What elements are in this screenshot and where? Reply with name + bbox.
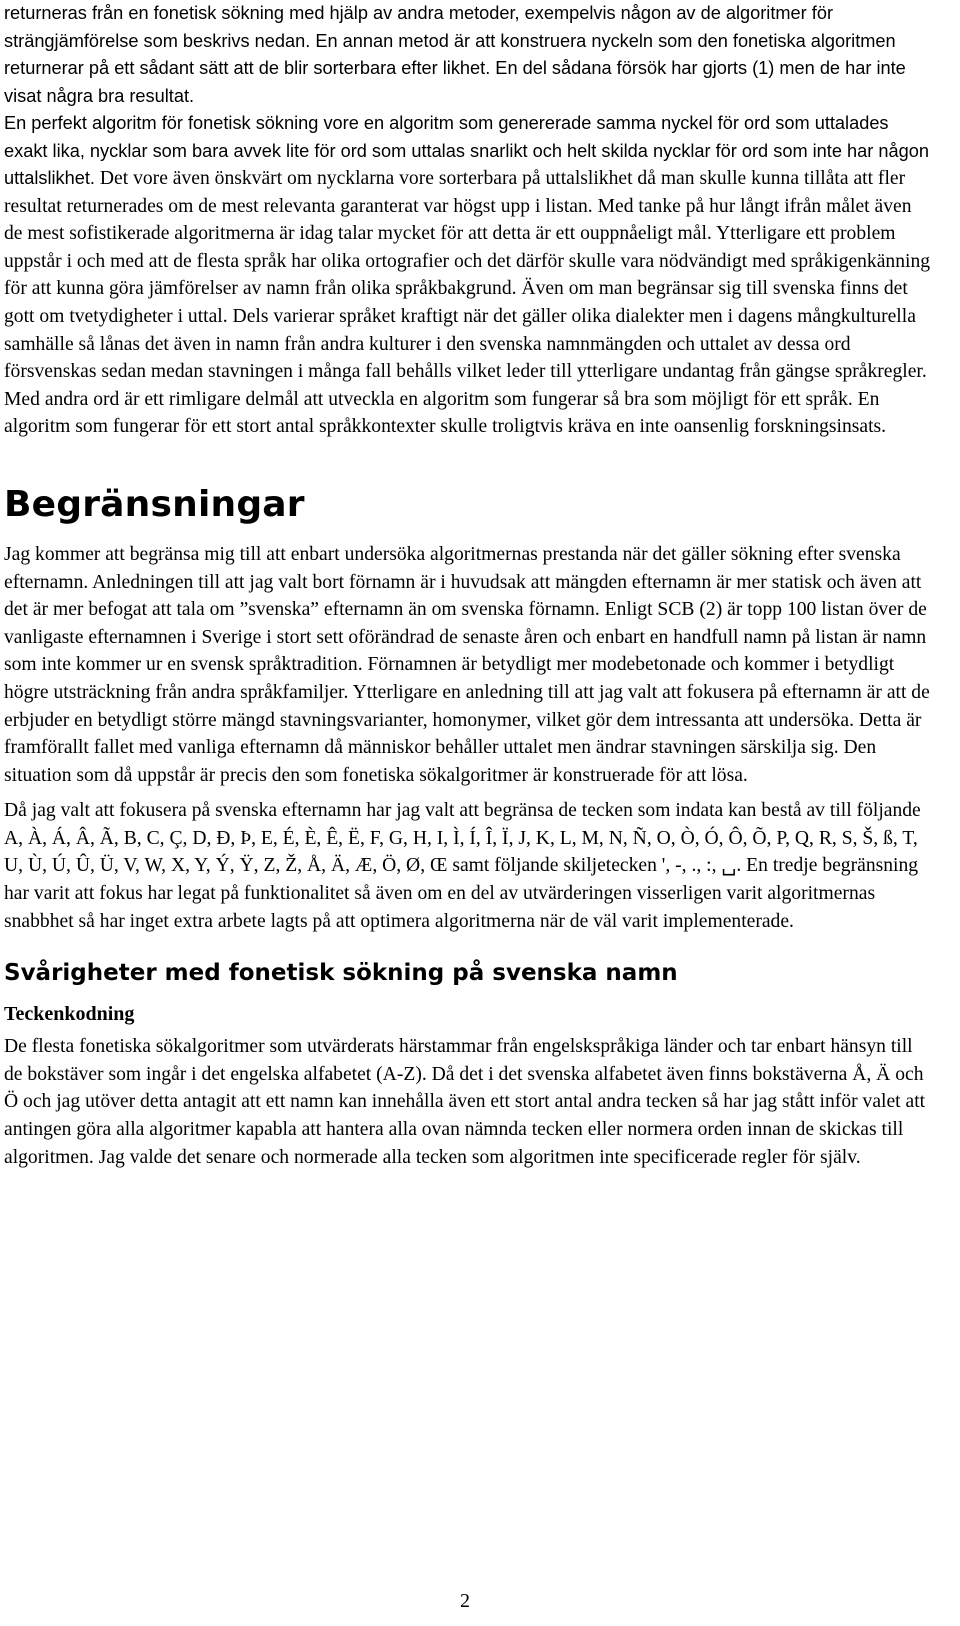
document-page	[4, 0, 934, 1171]
section-heading-difficulties: Svårigheter med fonetisk sökning på svenska namn	[4, 960, 678, 987]
encoding-paragraph-1: De flesta fonetiska sökalgoritmer som utvärderats härstammar från engelskspråkiga länder och tar enbart hänsyn till de bokstäver som ingår i det engelska alfabetet (A-Z). Då det i det svenska alfabetet även finns bokstäverna Å, Ä och Ö och jag utöver detta antagit att ett namn kan innehålla även ett stort antal andra tecken så har jag stått inför valet att antingen göra alla algoritmer kapabla att hantera alla ovan nämnda tecken eller normera orden innan de skickas till algoritmen. Jag valde det senare och normerade alla tecken som algoritmen inte specificerade regler för själv.	[4, 1036, 926, 1168]
limitations-paragraph-2: Då jag valt att fokusera på svenska efternamn har jag valt att begränsa de tecken som indata kan bestå av till följande A, À, Á, Â, Ã, B, C, Ç, D, Đ, Þ, E, É, È, Ê, Ë, F, G, H, I, Ì, Í, Î, Ï, J, K, L, M, N, Ñ, O, Ò, Ó, Ô, Õ, P, Q, R, S, Š, ß, T, U, Ù, Ú, Û, Ü, V, W, X, Y, Ý, Ÿ, Z, Ž, Å, Ä, Æ, Ö, Ø, Œ samt följande skiljetecken ', -, ., :, ␣. En tredje begränsning har varit att fokus har legat på funktionalitet så även om en del av utvärderingen visserligen varit algoritmernas snabbhet så har inget extra arbete lagts på att optimera algoritmerna när de väl varit implementerade.	[4, 800, 921, 932]
subheading-character-encoding: Teckenkodning	[4, 1003, 135, 1026]
intro-paragraph-2-sans-part: En perfekt algoritm för fonetisk sökning vore en algoritm som genererade samma nyckel för ord som uttalades exakt lika, nycklar som bara avvek lite för ord som uttalas snarlikt och helt skilda nycklar för ord som inte har någon uttalslikhet.	[4, 113, 929, 188]
section-heading-limitations: Begränsningar	[4, 483, 305, 525]
limitations-paragraph-1: Jag kommer att begränsa mig till att enbart undersöka algoritmernas prestanda när det gäller sökning efter svenska efternamn. Anledningen till att jag valt bort förnamn är i huvudsak att mängden efternamn är mer statisk och även att det är mer befogat att tala om ”svenska” efternamn än om svenska förnamn. Enligt SCB (2) är topp 100 listan över de vanligaste efternamnen i Sverige i stort sett oförändrad de senaste åren och enbart en handfull namn på listan är namn som inte kommer ur en svensk språktradition. Förnamnen är betydligt mer modebetonade och kommer i betydligt högre utsträckning från andra språkfamiljer. Ytterligare en anledning till att jag valt att fokusera på efternamn är att de erbjuder en betydligt större mängd stavningsvarianter, homonymer, vilket gör dem intressanta att undersöka. Detta är framförallt fallet med vanliga efternamn då människor behåller uttalet men ändrar stavningen särskilja sig. Den situation som då uppstår är precis den som fonetiska sökalgoritmer är konstruerade för att lösa.	[4, 543, 930, 786]
page-number: 2	[460, 1590, 470, 1612]
intro-paragraph-2	[4, 110, 934, 441]
intro-paragraph-1: returneras från en fonetisk sökning med hjälp av andra metoder, exempelvis någon av de algoritmer för strängjämförelse som beskrivs nedan. En annan metod är att konstruera nyckeln som den fonetiska algoritmen returnerar på ett sådant sätt att de blir sorterbara efter likhet. En del sådana försök har gjorts (1) men de har inte visat några bra resultat.	[4, 3, 906, 106]
intro-paragraph-2-serif-part: Det vore även önskvärt om nycklarna vore sorterbara på uttalslikhet då man skulle kunna tillåta att fler resultat returnerades om de mest relevanta garanterat var högst upp i listan. Med tanke på hur långt ifrån målet även de mest sofistikerade algoritmerna är idag talar mycket för att detta är ett ouppnåeligt mål. Ytterligare ett problem uppstår i och med att de flesta språk har olika ortografier och det därför skulle vara nödvändigt med språkigenkänning för att kunna göra jämförelser av namn från olika språkbakgrund. Även om man begränsar sig till svenska finns det gott om tvetydigheter i uttal. Dels varierar språket kraftigt när det gäller olika dialekter men i dagens mångkulturella samhälle så lånas det även in namn från andra kulturer i den svenska namnmängden och uttalet av dessa ord försvenskas sedan medan stavningen i många fall behålls vilket leder till ytterligare undantag från gängse språkregler. Med andra ord är ett rimligare delmål att utveckla en algoritm som fungerar så bra som möjligt för ett språk. En algoritm som fungerar för ett stort antal språkkontexter skulle troligtvis kräva en inte oansenlig forskningsinsats.	[4, 168, 931, 438]
